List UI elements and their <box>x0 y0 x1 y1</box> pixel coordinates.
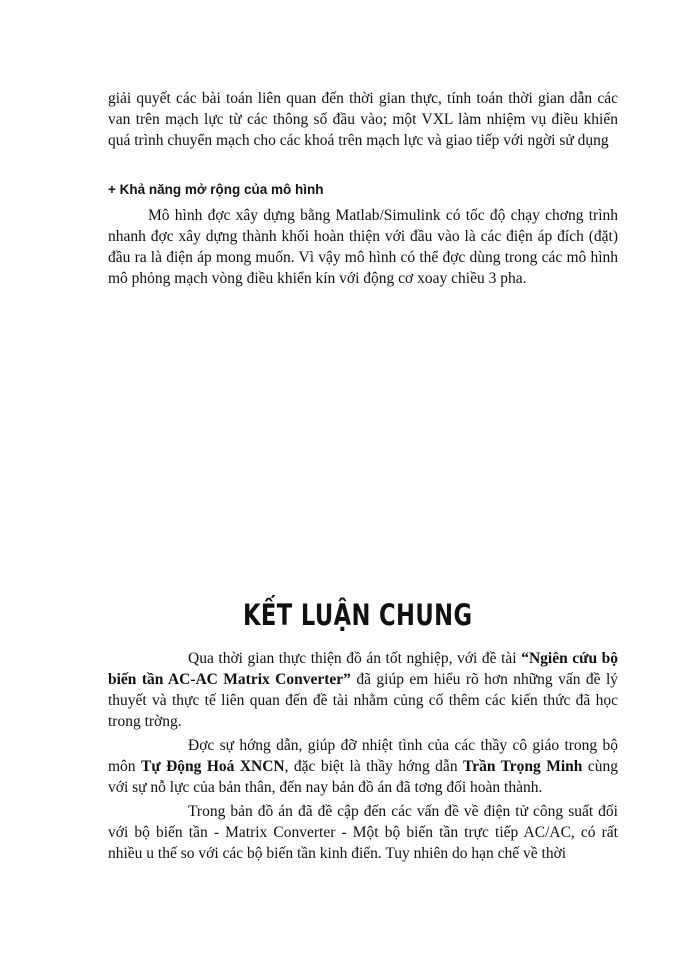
thesis-topic: “Ngiên cứu bộ biến tần AC-AC Matrix Converter” <box>108 650 619 688</box>
conclusion-paragraph-3: Trong bản đồ án đã đề cập đến các vấn đề về điện tử công suất đối với bộ biến tần - Matrix Converter - Một bộ biến tần trực tiếp AC/AC, có rất nhiều u thế so với các bộ biến tần kinh điển. Tuy nhiên do hạn chế về thời <box>108 803 618 862</box>
conclusion-p2-text-middle: , đặc biệt là thầy hớng dẫn <box>284 758 464 775</box>
conclusion-p2-text: Đợc sự hớng dẫn, giúp đỡ nhiệt tình của các thầy cô giáo trong bộ môn <box>108 737 618 775</box>
section-subheading: + Khả năng mở rộng của mô hình <box>108 182 324 197</box>
conclusion-p2-text-end: cùng với sự nỗ lực của bản thân, đến nay bản đồ án đã tơng đối hoàn thành. <box>108 758 618 796</box>
conclusion-paragraph-2 <box>108 735 618 798</box>
conclusion-p1-text: Qua thời gian thực thiện đồ án tốt nghiệp, với đề tài <box>188 650 522 667</box>
chapter-title: KẾT LUẬN CHUNG <box>242 598 473 632</box>
conclusion-p1-text-end: đã giúp em hiểu rõ hơn những vấn đề lý thuyết và thực tế liên quan đến đề tài nhằm củng cố thêm các kiến thức đã học trong trờng. <box>108 671 618 730</box>
top-paragraph: giải quyết các bài toán liên quan đến thời gian thực, tính toán thời gian dẫn các van trên mạch lực từ các thông số đầu vào; một VXL làm nhiệm vụ điều khiển quá trình chuyển mạch cho các khoá trên mạch lực và giao tiếp với ngời sử dụng <box>108 90 618 149</box>
conclusion-paragraph-1 <box>108 648 618 732</box>
model-extension-paragraph: Mô hình đợc xây dựng bằng Matlab/Simulink có tốc độ chạy chơng trình nhanh đợc xây dựng thành khối hoàn thiện với đầu vào là các điện áp đích (đặt) đầu ra là điện áp mong muốn. Vì vậy mô hình có thể đợc dùng trong các mô hình mô phỏng mạch vòng điều khiển kín với động cơ xoay chiều 3 pha. <box>108 207 618 287</box>
department-name: Tự Động Hoá XNCN <box>141 758 285 775</box>
advisor-name: Trần Trọng Minh <box>463 758 583 775</box>
